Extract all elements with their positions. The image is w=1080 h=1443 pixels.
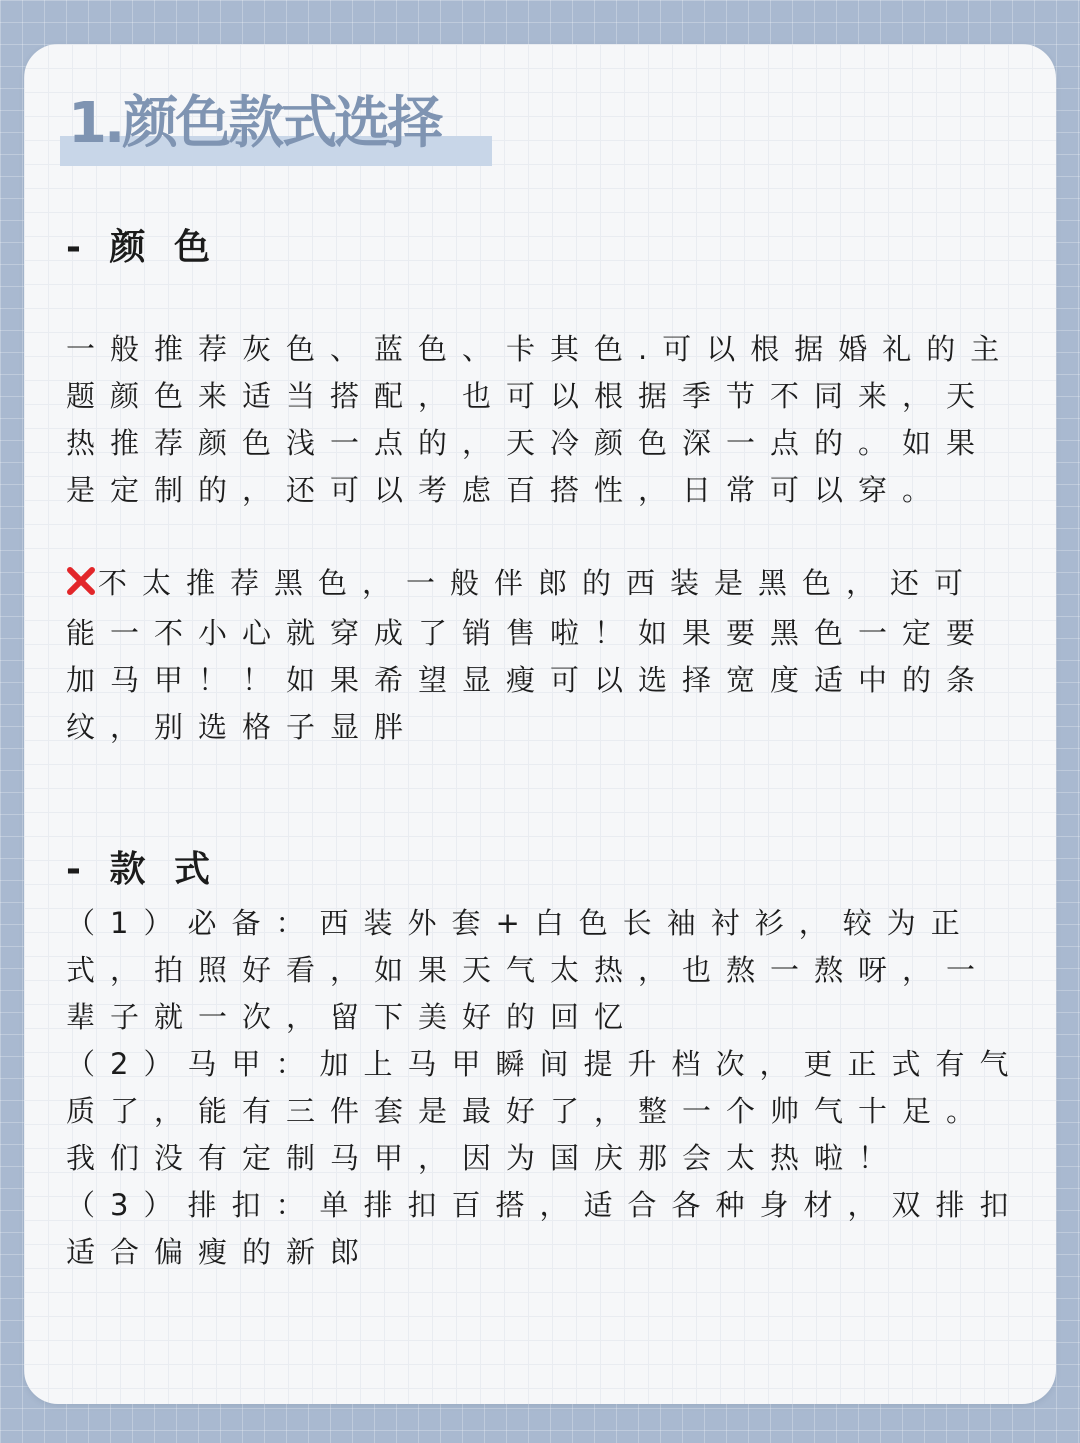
paragraph-line: 不太推荐黑色，一般伴郎的西装是黑色，还可 xyxy=(98,566,979,600)
paragraph-line: 是定制的，还可以考虑百搭性，日常可以穿。 xyxy=(66,473,947,507)
paragraph-line: （2）马甲：加上马甲瞬间提升档次，更正式有气 xyxy=(66,1047,1024,1081)
paragraph-line: 我们没有定制马甲，因为国庆那会太热啦！ xyxy=(66,1141,903,1175)
paragraph-line: 适合偏瘦的新郎 xyxy=(66,1235,375,1269)
section-heading-style: - 款 式 xyxy=(66,849,219,890)
paragraph-line: 辈子就一次，留下美好的回忆 xyxy=(66,1000,639,1034)
paragraph-line: 加马甲！！如果希望显瘦可以选择宽度适中的条 xyxy=(66,663,991,697)
color-paragraph xyxy=(66,326,1026,514)
paragraph-line: （3）排扣：单排扣百搭，适合各种身材，双排扣 xyxy=(66,1188,1024,1222)
cross-mark-icon xyxy=(66,563,96,610)
style-paragraph xyxy=(66,900,1026,1276)
paragraph-line: 质了，能有三件套是最好了，整一个帅气十足。 xyxy=(66,1094,991,1128)
page-title: 1.颜色款式选择 xyxy=(68,91,441,156)
paragraph-line: 纹，别选格子显胖 xyxy=(66,710,419,744)
paragraph-line: 一般推荐灰色、蓝色、卡其色.可以根据婚礼的主 xyxy=(66,332,1015,366)
content-card xyxy=(24,44,1056,1404)
paragraph-line: 能一不小心就穿成了销售啦！如果要黑色一定要 xyxy=(66,616,991,650)
black-warning-paragraph xyxy=(66,560,1026,751)
paragraph-line: 题颜色来适当搭配，也可以根据季节不同来，天 xyxy=(66,379,991,413)
title-block xyxy=(68,84,440,164)
paragraph-line: （1）必备：西装外套+白色长袖衬衫，较为正 xyxy=(66,906,975,940)
paragraph-line: 式，拍照好看，如果天气太热，也熬一熬呀，一 xyxy=(66,953,991,987)
paragraph-line: 热推荐颜色浅一点的，天冷颜色深一点的。如果 xyxy=(66,426,991,460)
section-heading-color: - 颜 色 xyxy=(66,227,219,268)
